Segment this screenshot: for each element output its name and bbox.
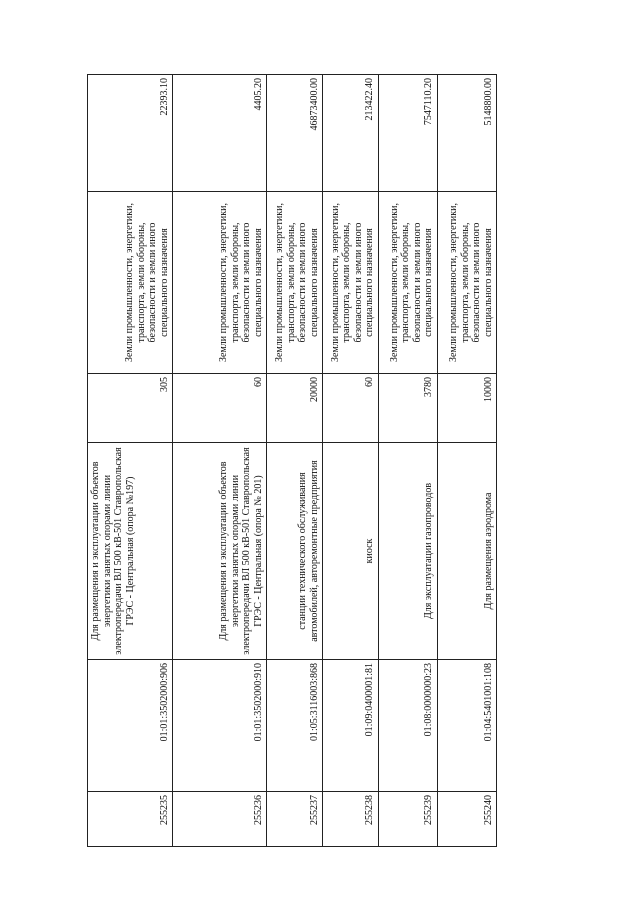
cadastral-value: 4405.20 [173, 75, 267, 192]
cadastral-value: 213422.40 [323, 75, 379, 192]
plot-area: 60 [173, 374, 267, 443]
cadastral-value: 5148800.00 [437, 75, 496, 192]
plot-id: 255238 [323, 792, 379, 847]
table-row [378, 75, 437, 847]
permitted-use: Для размещения и эксплуатации объектов энергетики занятых опорами линии электропередачи ВЛ 500 кВ-501 Ставропольская ГРЭС - Центральная (опора № 201) [173, 443, 267, 660]
permitted-use: Для размещения и эксплуатации объектов энергетики занятых опорами линии электропередачи ВЛ 500 кВ-501 Ставропольская ГРЭС - Центральная (опора №197) [88, 443, 173, 660]
cadastral-number: 01:04:5401001:108 [437, 660, 496, 792]
table-row [88, 75, 173, 847]
cadastral-number: 01:01:3502000:906 [88, 660, 173, 792]
plot-id: 255239 [378, 792, 437, 847]
land-category: Земли промышленности, энергетики, транспорта, земли обороны, безопасности и земли иного специального назначения [437, 192, 496, 374]
permitted-use: Для эксплуатации газопроводов [378, 443, 437, 660]
cadastral-value: 7547110.20 [378, 75, 437, 192]
plot-area: 10000 [437, 374, 496, 443]
land-category: Земли промышленности, энергетики, транспорта, земли обороны, безопасности и земли иного специального назначения [88, 192, 173, 374]
permitted-use: станции технического обслуживания автомобилей, авторемонтные предприятия [267, 443, 323, 660]
cadastral-number: 01:01:3502000:910 [173, 660, 267, 792]
land-category: Земли промышленности, энергетики, транспорта, земли обороны, безопасности и земли иного специального назначения [378, 192, 437, 374]
cadastral-value: 22393.10 [88, 75, 173, 192]
plot-area: 3780 [378, 374, 437, 443]
plot-id: 255237 [267, 792, 323, 847]
rotated-table-frame [87, 78, 497, 847]
plot-id: 255240 [437, 792, 496, 847]
table-row [173, 75, 267, 847]
cadastral-value: 46873400.00 [267, 75, 323, 192]
land-category: Земли промышленности, энергетики, транспорта, земли обороны, безопасности и земли иного специального назначения [173, 192, 267, 374]
table-row [323, 75, 379, 847]
cadastral-number: 01:08:0000000:23 [378, 660, 437, 792]
plot-area: 20000 [267, 374, 323, 443]
land-category: Земли промышленности, энергетики, транспорта, земли обороны, безопасности и земли иного специального назначения [323, 192, 379, 374]
permitted-use: Для размещения аэродрома [437, 443, 496, 660]
land-plot-table [87, 74, 497, 847]
table-row [437, 75, 496, 847]
table-row [267, 75, 323, 847]
cadastral-number: 01:05:3116003:868 [267, 660, 323, 792]
plot-id: 255235 [88, 792, 173, 847]
land-category: Земли промышленности, энергетики, транспорта, земли обороны, безопасности и земли иного специального назначения [267, 192, 323, 374]
rotated-table-content [87, 78, 497, 847]
plot-id: 255236 [173, 792, 267, 847]
plot-area: 305 [88, 374, 173, 443]
cadastral-number: 01:09:0400001:81 [323, 660, 379, 792]
plot-area: 60 [323, 374, 379, 443]
permitted-use: киоск [323, 443, 379, 660]
